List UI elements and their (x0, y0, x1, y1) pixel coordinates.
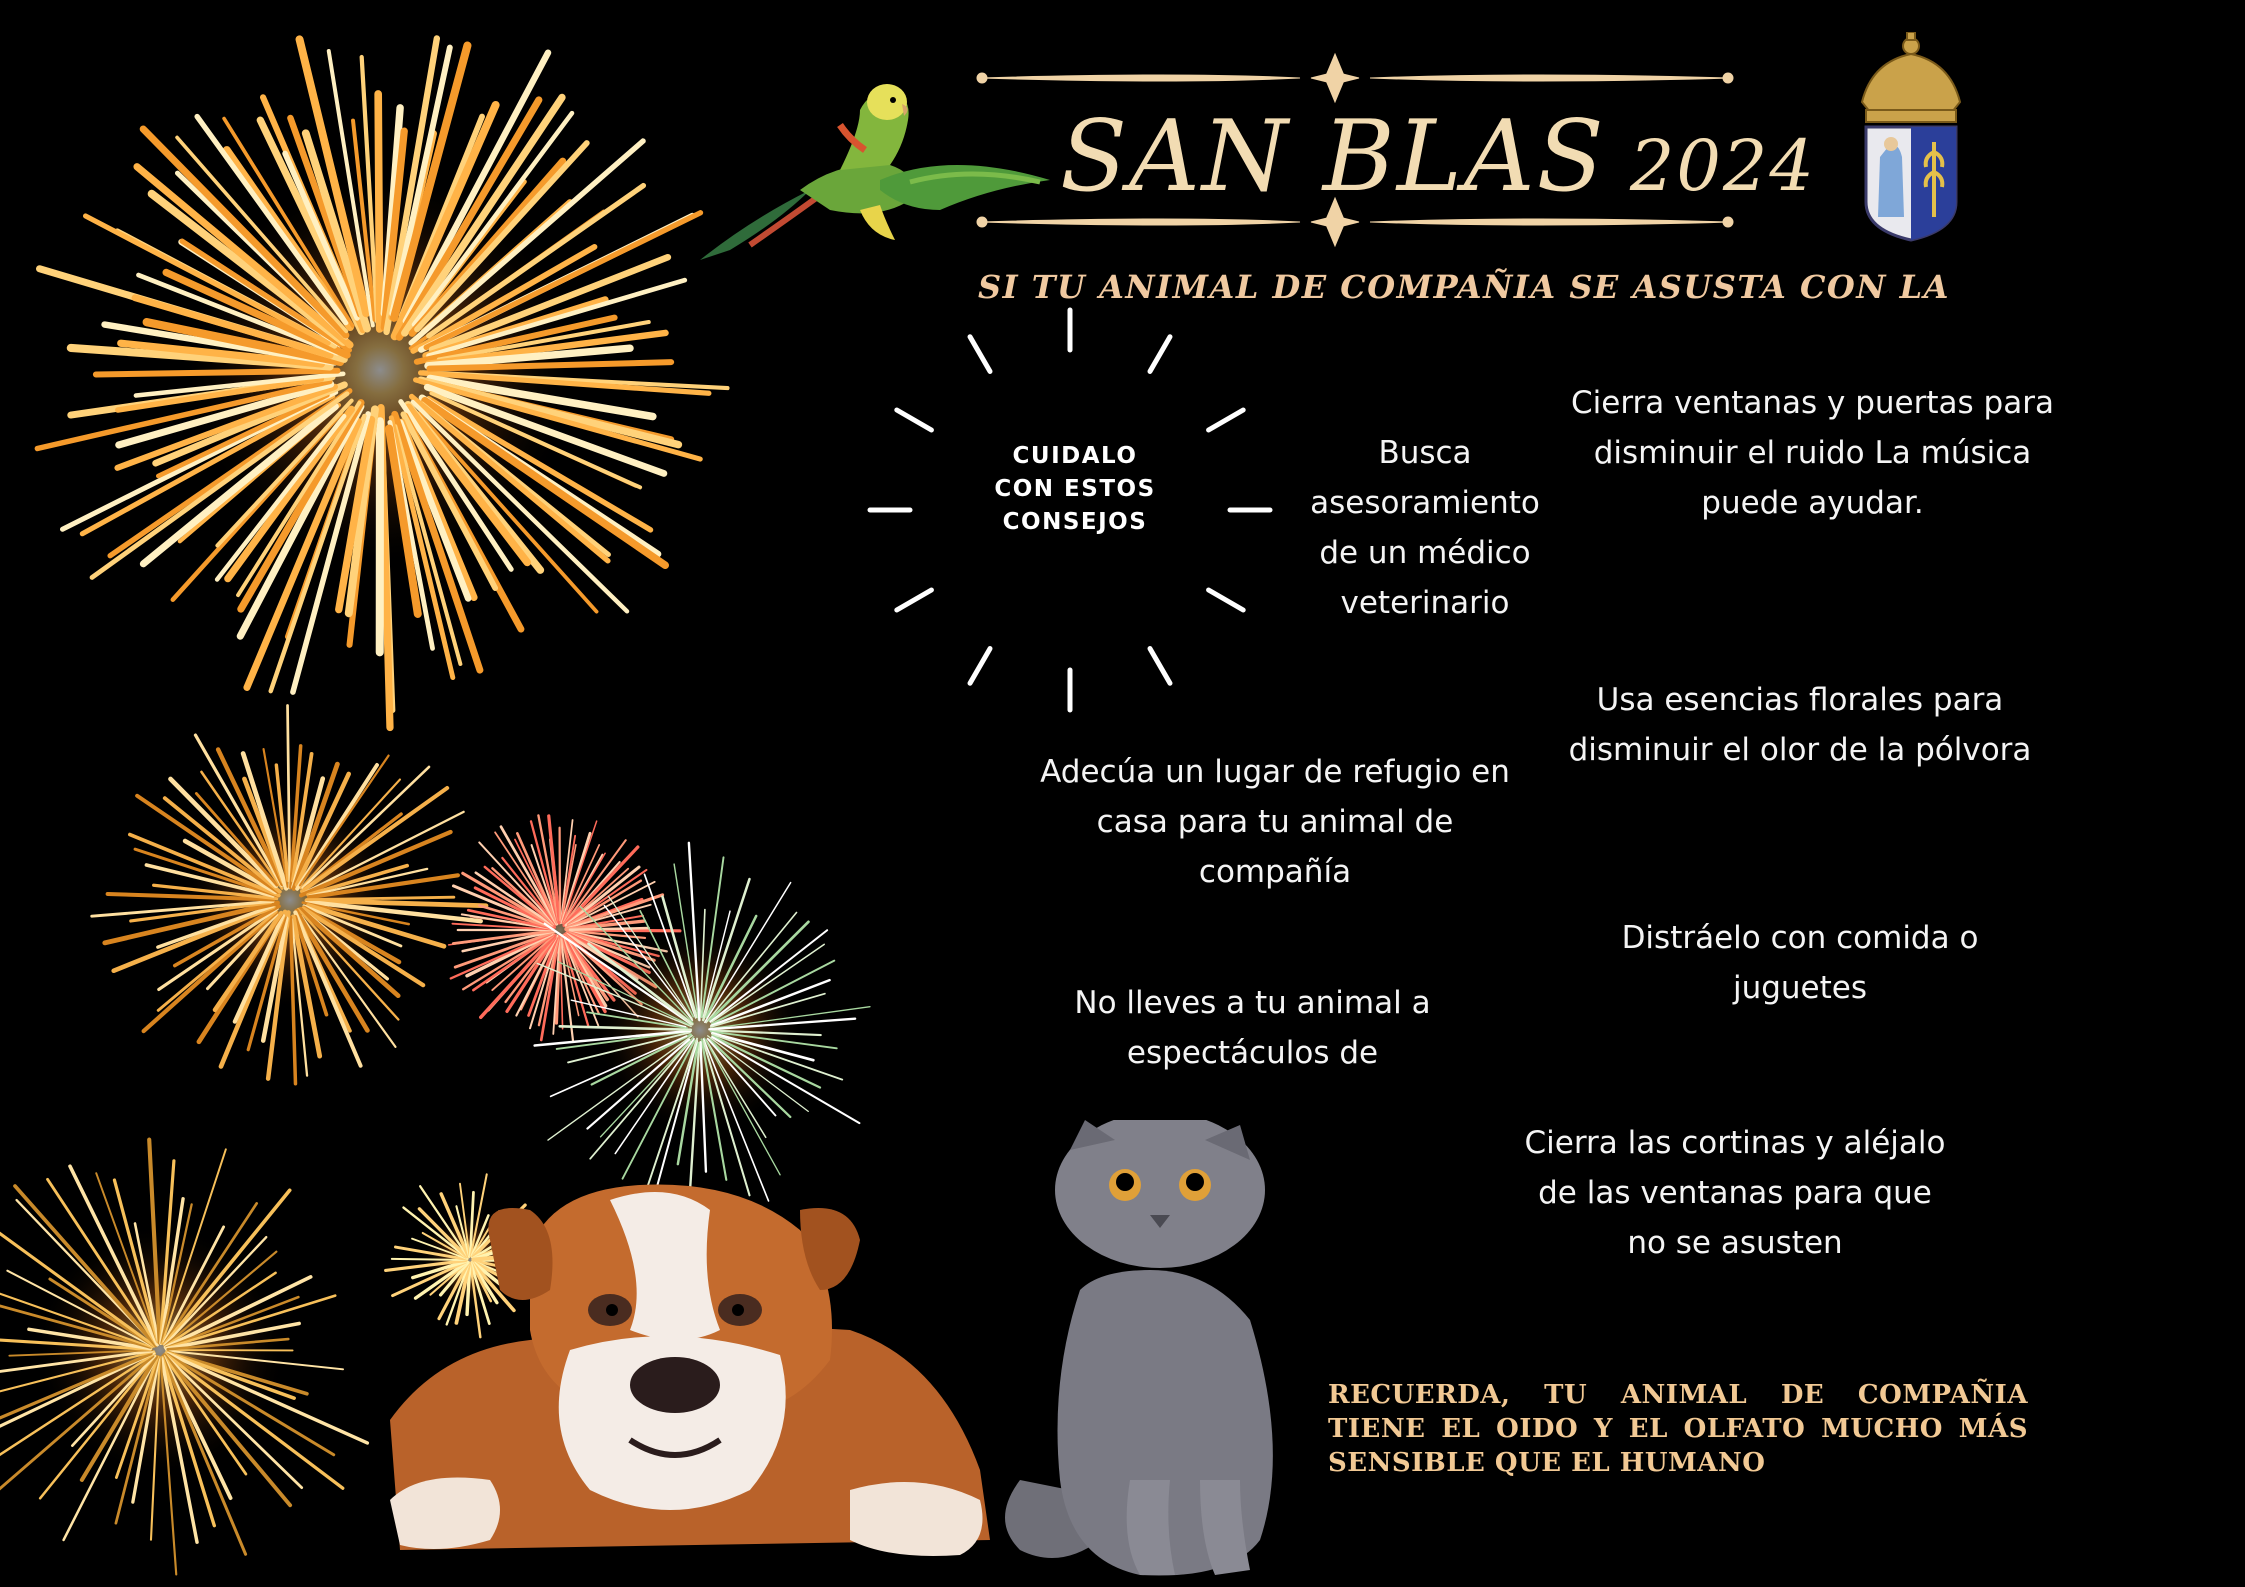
burst-ray (1209, 410, 1244, 430)
title-year: 2024 (1629, 125, 1816, 207)
firework-streak (378, 94, 380, 329)
burst-ray (1150, 649, 1170, 684)
reminder-text: RECUERDA, TU ANIMAL DE COMPAÑIA TIENE EL OIDO Y EL OLFATO MUCHO MÁS SENSIBLE QUE EL HUMANO (1328, 1380, 2028, 1478)
tip-close-windows: Cierra ventanas y puertas para disminuir el ruido La música puede ayudar. (1571, 385, 2054, 521)
badge-line-2: CON ESTOS (994, 476, 1156, 502)
parrot-image (690, 70, 1070, 270)
badge-line-1: CUIDALO (1012, 443, 1138, 469)
firework-streak (96, 371, 338, 375)
badge-line-3: CONSEJOS (1002, 509, 1148, 535)
firework-streak (570, 928, 649, 930)
town-crest-image (1852, 32, 1970, 242)
burst-ray (970, 337, 990, 372)
tip-veterinarian: Busca asesoramiento de un médico veterinario (1310, 435, 1540, 621)
page-title (1060, 100, 1816, 214)
burst-ray (1150, 337, 1170, 372)
subtitle: SI TU ANIMAL DE COMPAÑIA SE ASUSTA CON LA (978, 268, 1950, 306)
tip-distract-food: Distráelo con comida o juguetes (1621, 920, 1979, 1006)
tip-refuge: Adecúa un lugar de refugio en casa para tu animal de compañía (1040, 754, 1510, 890)
burst-ray (970, 649, 990, 684)
grey-cat-image (990, 1120, 1320, 1580)
tip-floral-essences: Usa esencias florales para disminuir el olor de la pólvora (1568, 682, 2032, 768)
tip-close-curtains: Cierra las cortinas y aléjalo de las ventanas para que no se asusten (1524, 1125, 1946, 1261)
burst-ray (897, 410, 932, 430)
bulldog-puppy-image (380, 1170, 1000, 1570)
burst-ray (1209, 590, 1244, 610)
tip-no-shows: No lleves a tu animal a espectáculos de (1074, 985, 1431, 1071)
burst-ray (897, 590, 932, 610)
advice-badge-text (960, 440, 1190, 539)
title-text: SAN BLAS (1060, 100, 1606, 214)
